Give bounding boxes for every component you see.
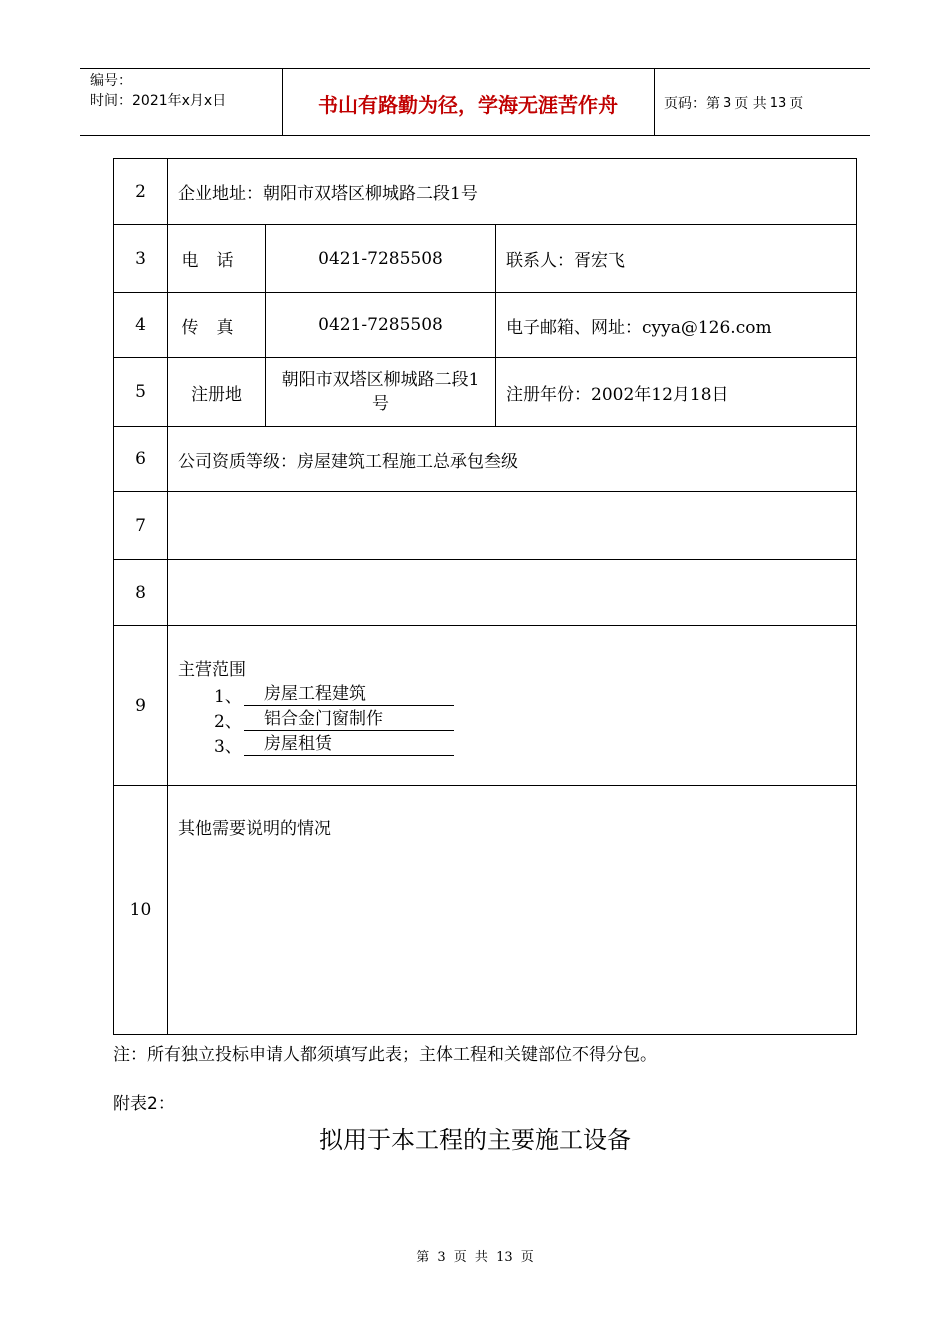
- header-divider: [654, 69, 655, 135]
- page-suffix: 页: [789, 96, 804, 112]
- qualification-level: 公司资质等级：房屋建筑工程施工总承包叁级: [168, 427, 857, 492]
- table-row: [114, 560, 857, 626]
- company-address: 企业地址：朝阳市双塔区柳城路二段1号: [168, 159, 857, 225]
- row-number: 3: [114, 225, 168, 293]
- registration-place-label: 注册地: [168, 358, 266, 427]
- list-item: [178, 732, 846, 757]
- registration-year: 注册年份：2002年12月18日: [496, 358, 857, 427]
- page-current: 3: [723, 95, 732, 111]
- list-item: [178, 707, 846, 732]
- table-row: [114, 225, 857, 293]
- fax-label: 传真: [168, 293, 266, 358]
- page-prefix: 页码：第: [664, 96, 720, 112]
- list-text: 铝合金门窗制作: [244, 708, 454, 731]
- list-index: 1、: [214, 686, 242, 707]
- empty-cell: [168, 492, 857, 560]
- header-motto: 书山有路勤为径，学海无涯苦作舟: [318, 92, 618, 117]
- row-number: 5: [114, 358, 168, 427]
- page-total: 13: [769, 95, 787, 111]
- fax-value: 0421-7285508: [266, 293, 496, 358]
- company-info-table: [113, 158, 857, 1035]
- business-scope-title: 主营范围: [178, 659, 246, 680]
- phone-label: 电话: [168, 225, 266, 293]
- table-row: [114, 492, 857, 560]
- footer-total: 13: [496, 1250, 513, 1265]
- header-page-info: [664, 69, 803, 137]
- table-row: [114, 159, 857, 225]
- footer-suffix: 页: [520, 1250, 534, 1265]
- table-row: [114, 786, 857, 1035]
- table-row: [114, 293, 857, 358]
- other-notes: 其他需要说明的情况: [168, 786, 857, 1035]
- time-label: 时间：2021年x月x日: [90, 93, 227, 109]
- page-header: [80, 68, 870, 136]
- table-row: [114, 626, 857, 786]
- list-index: 2、: [214, 711, 242, 732]
- row-number: 6: [114, 427, 168, 492]
- list-text: 房屋租赁: [244, 733, 454, 756]
- row-number: 2: [114, 159, 168, 225]
- attachment-label: 附表2：: [113, 1094, 175, 1114]
- footer-mid: 页 共: [453, 1250, 488, 1265]
- table-row: [114, 358, 857, 427]
- table-note: 注：所有独立投标申请人都须填写此表；主体工程和关键部位不得分包。: [113, 1045, 657, 1065]
- contact-person: 联系人：胥宏飞: [496, 225, 857, 293]
- row-number: 4: [114, 293, 168, 358]
- business-scope: [168, 626, 857, 786]
- email-website: 电子邮箱、网址：cyya@126.com: [496, 293, 857, 358]
- header-meta: [90, 71, 226, 111]
- row-number: 9: [114, 626, 168, 786]
- footer-prefix: 第: [416, 1250, 430, 1265]
- phone-value: 0421-7285508: [266, 225, 496, 293]
- footer-current: 3: [437, 1250, 446, 1265]
- list-index: 3、: [214, 736, 242, 757]
- page-mid: 页 共: [734, 96, 767, 112]
- registration-place-value: 朝阳市双塔区柳城路二段1号: [266, 358, 496, 427]
- list-item: [178, 682, 846, 707]
- row-number: 10: [114, 786, 168, 1035]
- row-number: 8: [114, 560, 168, 626]
- row-number: 7: [114, 492, 168, 560]
- number-label: 编号：: [90, 73, 132, 89]
- empty-cell: [168, 560, 857, 626]
- section-title: 拟用于本工程的主要施工设备: [319, 1126, 631, 1154]
- table-row: [114, 427, 857, 492]
- list-text: 房屋工程建筑: [244, 683, 454, 706]
- page-footer: [0, 1246, 950, 1265]
